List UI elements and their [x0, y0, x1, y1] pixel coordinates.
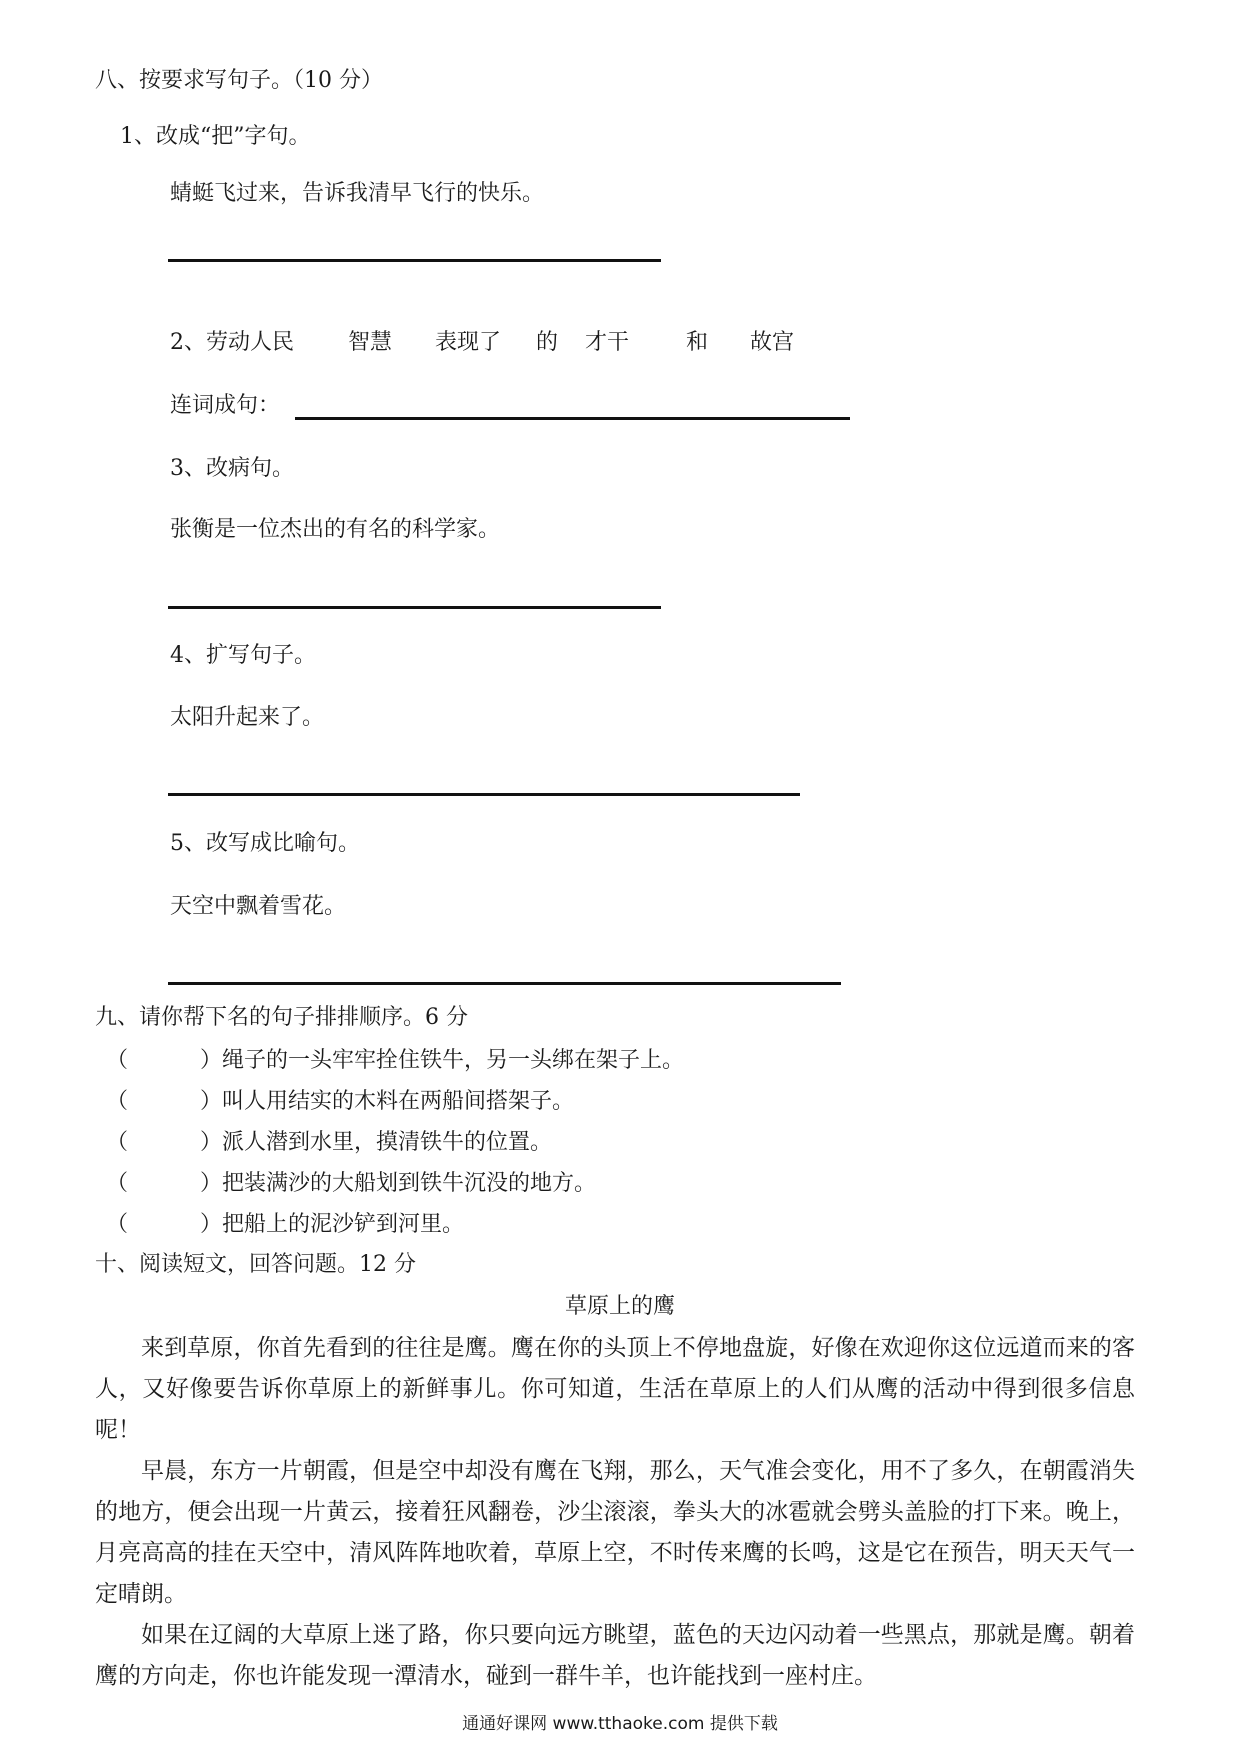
footer-credit: 通通好课网 www.tthaoke.com 提供下载	[462, 1714, 778, 1734]
order-item	[106, 1210, 464, 1240]
order-item	[106, 1128, 552, 1158]
q2-word-6: 故宫	[750, 330, 795, 355]
q5-sentence: 天空中飘着雪花。	[170, 894, 347, 919]
order-blank-open[interactable]: （	[106, 1171, 129, 1196]
order-blank-close: ）	[200, 1048, 223, 1073]
q3-answer-line[interactable]	[168, 606, 661, 609]
q2-word-4: 才干	[585, 330, 630, 355]
section9-heading: 九、请你帮下名的句子排排顺序。6 分	[95, 1005, 468, 1030]
q1-sentence: 蜻蜓飞过来，告诉我清早飞行的快乐。	[170, 181, 545, 206]
q2-prompt: 连词成句：	[170, 393, 281, 418]
q3-label: 3、改病句。	[170, 456, 294, 481]
order-item-text: 把船上的泥沙铲到河里。	[222, 1212, 465, 1237]
q1-answer-line[interactable]	[168, 259, 661, 262]
order-blank-open[interactable]: （	[106, 1048, 129, 1073]
q5-label: 5、改写成比喻句。	[170, 831, 360, 856]
order-item	[106, 1046, 684, 1076]
order-blank-open[interactable]: （	[106, 1089, 129, 1114]
q3-sentence: 张衡是一位杰出的有名的科学家。	[170, 517, 501, 542]
section8-heading: 八、按要求写句子。（10 分）	[95, 68, 383, 93]
passage-paragraph: 早晨，东方一片朝霞，但是空中却没有鹰在飞翔，那么，天气准会变化，用不了多久，在朝霞消失的地方，便会出现一片黄云，接着狂风翻卷，沙尘滚滚，拳头大的冰雹就会劈头盖脸的打下来。晚上，月亮高高的挂在天空中，清风阵阵地吹着，草原上空，不时传来鹰的长鸣，这是它在预告，明天天气一定晴朗。	[95, 1458, 1135, 1607]
order-blank-close: ）	[200, 1212, 223, 1237]
q4-sentence: 太阳升起来了。	[170, 705, 325, 730]
order-blank-close: ）	[200, 1130, 223, 1155]
order-blank-close: ）	[200, 1089, 223, 1114]
q2-answer-line[interactable]	[295, 417, 850, 420]
order-item	[106, 1169, 596, 1199]
q1-label: 1、改成“把”字句。	[120, 124, 311, 149]
order-item-text: 把装满沙的大船划到铁牛沉没的地方。	[222, 1171, 597, 1196]
passage-body	[95, 1328, 1135, 1697]
q2-word-5: 和	[686, 330, 709, 355]
order-blank-close: ）	[200, 1171, 223, 1196]
order-blank-open[interactable]: （	[106, 1130, 129, 1155]
q2-word-2: 表现了	[435, 330, 502, 355]
q4-answer-line[interactable]	[168, 793, 800, 796]
order-item-text: 叫人用结实的木料在两船间搭架子。	[222, 1089, 575, 1114]
passage-title: 草原上的鹰	[564, 1294, 675, 1319]
order-item	[106, 1087, 574, 1117]
passage-paragraph: 如果在辽阔的大草原上迷了路，你只要向远方眺望，蓝色的天边闪动着一些黑点，那就是鹰。朝着鹰的方向走，你也许能发现一潭清水，碰到一群牛羊，也许能找到一座村庄。	[95, 1622, 1135, 1689]
q5-answer-line[interactable]	[168, 982, 841, 985]
order-item-text: 派人潜到水里，摸清铁牛的位置。	[222, 1130, 553, 1155]
order-item-text: 绳子的一头牢牢拴住铁牛，另一头绑在架子上。	[222, 1048, 685, 1073]
passage-paragraph: 来到草原，你首先看到的往往是鹰。鹰在你的头顶上不停地盘旋，好像在欢迎你这位远道而来的客人，又好像要告诉你草原上的新鲜事儿。你可知道，生活在草原上的人们从鹰的活动中得到很多信息呢！	[95, 1335, 1135, 1443]
order-blank-open[interactable]: （	[106, 1212, 129, 1237]
q4-label: 4、扩写句子。	[170, 643, 316, 668]
q2-word-3: 的	[536, 330, 559, 355]
section10-heading: 十、阅读短文，回答问题。12 分	[95, 1252, 416, 1277]
q2-label: 2、劳动人民	[170, 330, 294, 355]
q2-word-1: 智慧	[348, 330, 393, 355]
